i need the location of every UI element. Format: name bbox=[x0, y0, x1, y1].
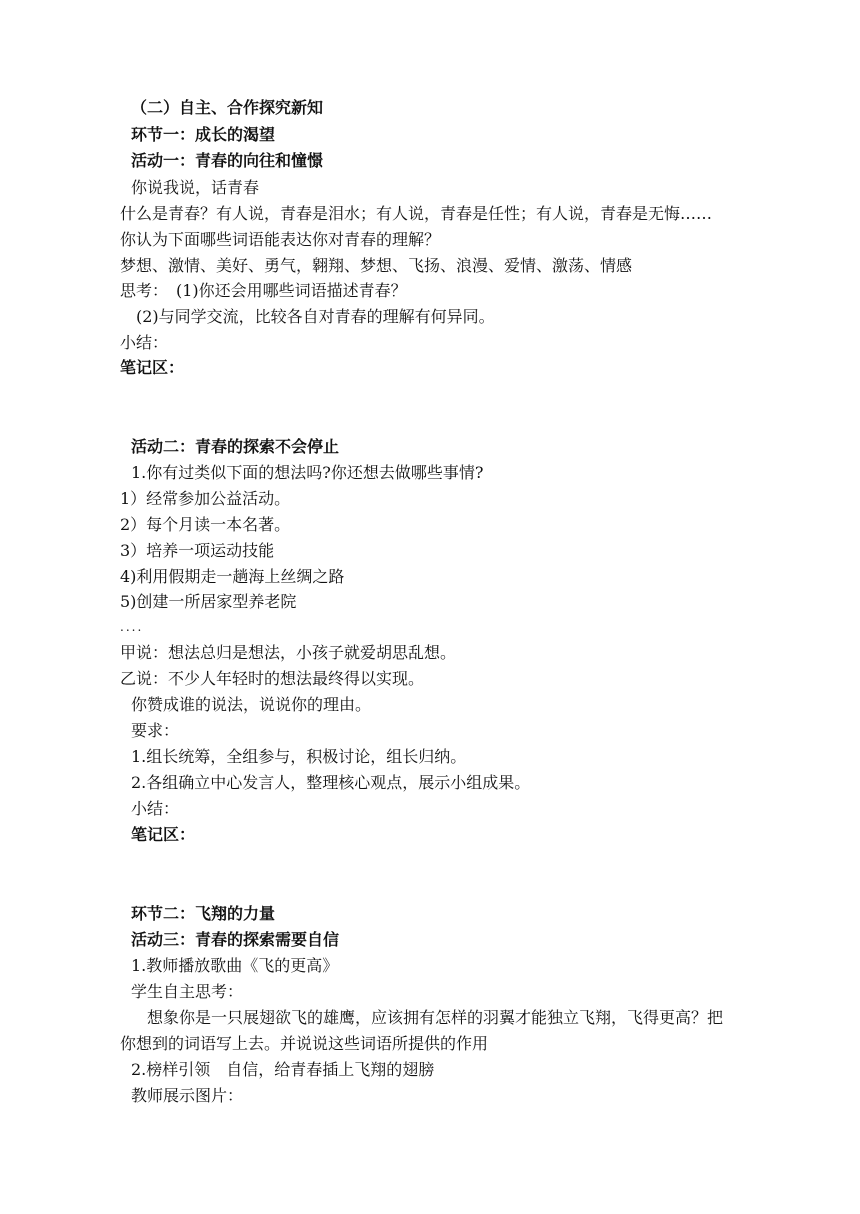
ellipsis: .... bbox=[120, 620, 144, 634]
paragraph-line: 1.教师播放歌曲《飞的更高》 bbox=[131, 956, 339, 975]
paragraph-line: 教师展示图片： bbox=[131, 1086, 244, 1105]
list-item: 3）培养一项运动技能 bbox=[120, 541, 275, 560]
segment-heading: 环节一：成长的渴望 bbox=[131, 125, 276, 144]
section-heading: （二）自主、合作探究新知 bbox=[131, 98, 324, 117]
paragraph-line: 1.你有过类似下面的想法吗?你还想去做哪些事情? bbox=[131, 463, 484, 482]
list-item: 5)创建一所居家型养老院 bbox=[120, 592, 297, 611]
paragraph-line: 你认为下面哪些词语能表达你对青春的理解？ bbox=[120, 230, 441, 249]
activity-heading: 活动三：青春的探索需要自信 bbox=[131, 930, 340, 949]
paragraph-line: 你想到的词语写上去。并说说这些词语所提供的作用 bbox=[120, 1034, 489, 1053]
paragraph-line: 2.榜样引领 自信，给青春插上飞翔的翅膀 bbox=[131, 1060, 435, 1079]
segment-heading: 环节二：飞翔的力量 bbox=[131, 904, 276, 923]
paragraph-line: 想象你是一只展翅欲飞的雄鹰，应该拥有怎样的羽翼才能独立飞翔，飞得更高？把 bbox=[147, 1008, 724, 1027]
paragraph-line: 1.组长统筹，全组参与，积极讨论，组长归纳。 bbox=[131, 747, 467, 766]
notes-label: 笔记区： bbox=[120, 358, 185, 377]
activity-heading: 活动二：青春的探索不会停止 bbox=[131, 437, 340, 456]
list-item: 1）经常参加公益活动。 bbox=[120, 489, 291, 508]
paragraph-line: 梦想、激情、美好、勇气，翱翔、梦想、飞扬、浪漫、爱情、激荡、情感 bbox=[120, 256, 633, 275]
paragraph-line: 要求： bbox=[131, 721, 180, 740]
paragraph-line: 什么是青春？有人说，青春是泪水；有人说，青春是任性；有人说，青春是无悔…… bbox=[120, 204, 713, 223]
paragraph-line: 思考： (1)你还会用哪些词语描述青春？ bbox=[120, 281, 407, 300]
paragraph-line: 小结： bbox=[120, 333, 169, 352]
list-item: 4)利用假期走一趟海上丝绸之路 bbox=[120, 567, 345, 586]
paragraph-line: 2.各组确立中心发言人，整理核心观点，展示小组成果。 bbox=[131, 773, 531, 792]
activity-heading: 活动一：青春的向往和憧憬 bbox=[131, 151, 324, 170]
notes-label: 笔记区： bbox=[131, 825, 196, 844]
paragraph-line: 学生自主思考： bbox=[131, 982, 244, 1001]
paragraph-line: 你赞成谁的说法，说说你的理由。 bbox=[131, 695, 372, 714]
list-item: 2）每个月读一本名著。 bbox=[120, 515, 291, 534]
paragraph-line: 甲说：想法总归是想法，小孩子就爱胡思乱想。 bbox=[120, 643, 457, 662]
paragraph-line: 你说我说，话青春 bbox=[131, 178, 260, 197]
paragraph-line: 乙说：不少人年轻时的想法最终得以实现。 bbox=[120, 669, 425, 688]
paragraph-line: 小结： bbox=[131, 799, 180, 818]
paragraph-line: (2)与同学交流，比较各自对青春的理解有何异同。 bbox=[136, 307, 495, 326]
